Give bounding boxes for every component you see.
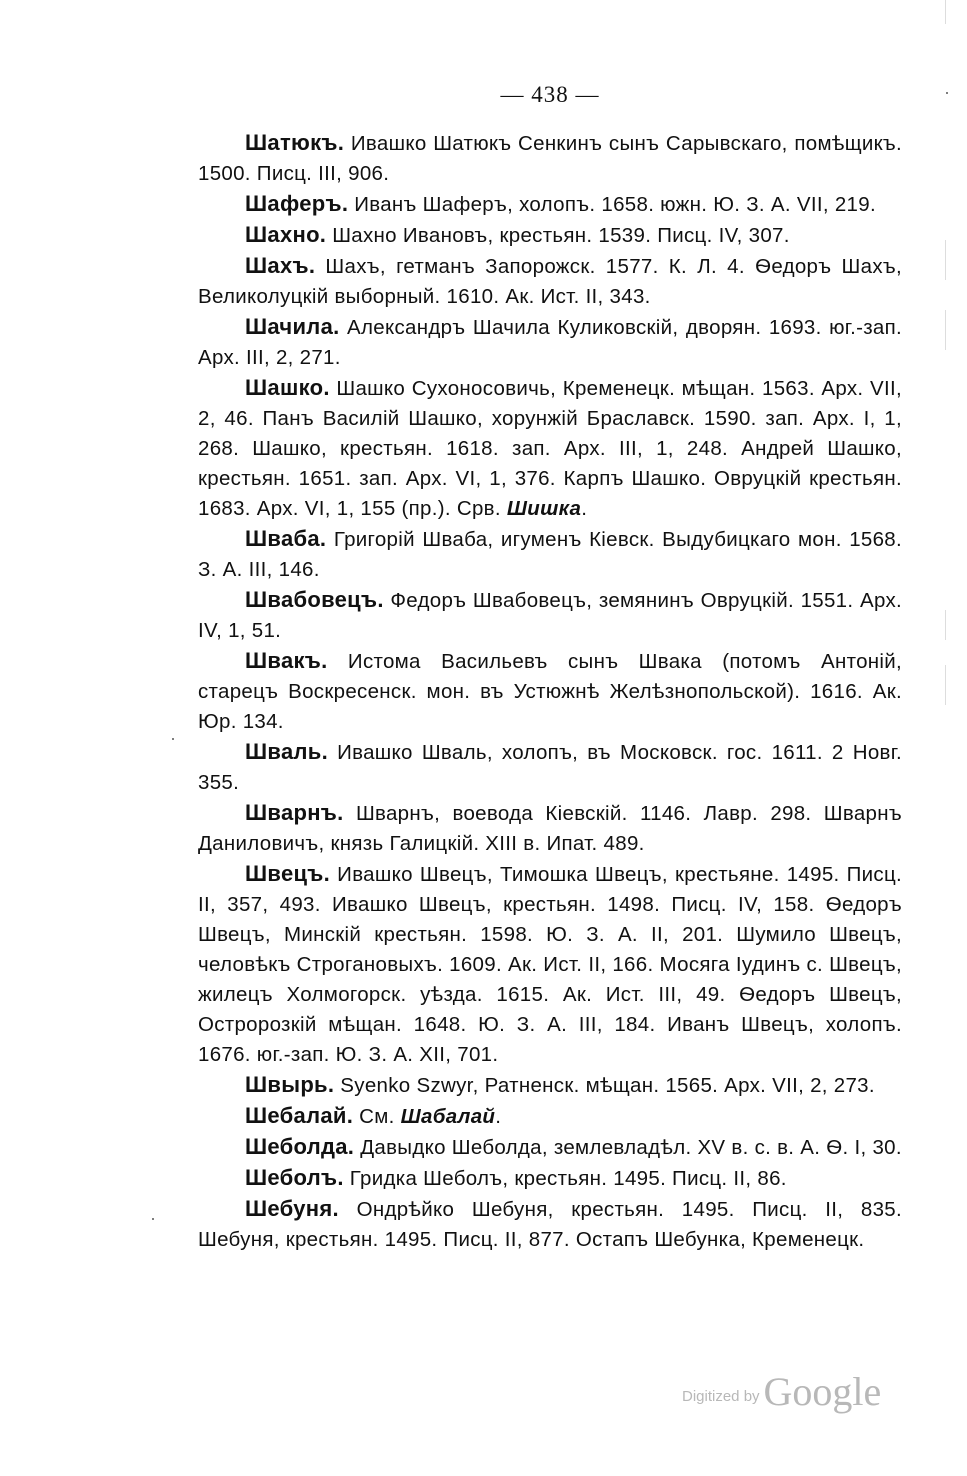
entry-body: Истома Васильевъ сынъ Швака (потомъ Антоній, старецъ Воскресенск. мон. въ Устюжнѣ Желѣзнопольской). 1616. Ак. Юр. 134.: [198, 650, 902, 733]
entry-body: Шахъ, гетманъ Запорожск. 1577. К. Л. 4. Ѳедоръ Шахъ, Великолуцкій выборный. 1610. Ак. Ист. II, 343.: [198, 255, 902, 308]
entry-headword: Шашко.: [245, 375, 330, 400]
watermark-brand: Google: [763, 1369, 882, 1414]
scan-margin-mark: [945, 665, 946, 705]
dictionary-entry: [198, 312, 902, 373]
entry-headword: Шахъ.: [245, 253, 316, 278]
entry-headword: Шебуня.: [245, 1196, 339, 1221]
dictionary-entry: [198, 128, 902, 189]
scan-speck: [152, 1218, 154, 1220]
page-number: — 438 —: [500, 82, 600, 107]
entry-tail: .: [495, 1105, 502, 1128]
dictionary-entry: [198, 189, 902, 220]
watermark-prefix: Digitized by: [682, 1388, 760, 1405]
entry-headword: Шеболда.: [245, 1134, 355, 1159]
entry-headword: Шеболъ.: [245, 1165, 344, 1190]
entry-headword: Швецъ.: [245, 861, 331, 886]
entry-headword: Шебалай.: [245, 1103, 354, 1128]
entry-body: Ондрѣйко Шебуня, крестьян. 1495. Писц. II, 835. Шебуня, крестьян. 1495. Писц. II, 877. Остапъ Шебунка, Кременецк.: [198, 1198, 902, 1251]
entry-body: Гридка Шеболъ, крестьян. 1495. Писц. II, 86.: [343, 1167, 787, 1190]
entry-body: См.: [353, 1105, 401, 1128]
entry-headword: Шачила.: [245, 314, 340, 339]
entry-body: Шварнъ, воевода Кіевскій. 1146. Лавр. 298. Шварнъ Даниловичъ, князь Галицкій. XIII в. Ипат. 489.: [198, 802, 902, 855]
dictionary-entry: [198, 251, 902, 312]
dictionary-entry: [198, 1101, 902, 1132]
dictionary-entry: [198, 524, 902, 585]
entry-body: Давыдко Шеболда, землевладѣл. XV в. с. в. А. Ѳ. I, 30.: [354, 1136, 902, 1159]
dictionary-entry: [198, 1070, 902, 1101]
scan-speck: [946, 92, 948, 94]
entry-tail: .: [581, 497, 588, 520]
entry-body: Ивашко Шваль, холопъ, въ Московск. гос. 1611. 2 Новг. 355.: [198, 741, 902, 794]
scan-margin-mark: [945, 240, 946, 280]
entry-body: Иванъ Шаферъ, холопъ. 1658. южн. Ю. З. А. VII, 219.: [348, 193, 876, 216]
scan-speck: [172, 738, 174, 740]
digitized-watermark: [682, 1368, 881, 1415]
dictionary-entry: [198, 1132, 902, 1163]
entry-headword: Шаферъ.: [245, 191, 349, 216]
entry-body: Григорій Шваба, игуменъ Кіевск. Выдубицкаго мон. 1568. З. А. III, 146.: [198, 528, 902, 581]
scan-margin-mark: [945, 310, 946, 350]
dictionary-entry: [198, 798, 902, 859]
entry-body: Александръ Шачила Куликовскій, дворян. 1693. юг.-зап. Арх. III, 2, 271.: [198, 316, 902, 369]
entry-body: Шахно Ивановъ, крестьян. 1539. Писц. IV, 307.: [326, 224, 790, 247]
dictionary-entry: [198, 646, 902, 737]
entry-body: Ивашко Швецъ, Тимошка Швецъ, крестьяне. 1495. Писц. II, 357, 493. Ивашко Швецъ, крестьян. 1498. Писц. IV, 158. Ѳедоръ Швецъ, Минскій крестьян. 1598. Ю. З. А. II, 201. Шумило Швецъ, человѣкъ Строгановыхъ. 1609. Ак. Ист. II, 166. Мосяга Іудинъ с. Швецъ, жилецъ Холмогорск. уѣзда. 1615. Ак. Ист. III, 49. Ѳедоръ Швецъ, Остророзкій мѣщан. 1648. Ю. З. А. III, 184. Иванъ Швецъ, холопъ. 1676. юг.-зап. Ю. З. А. XII, 701.: [198, 863, 902, 1066]
dictionary-entry: [198, 1194, 902, 1255]
dictionary-entry: [198, 737, 902, 798]
entry-headword: Шатюкъ.: [245, 130, 345, 155]
scan-margin-mark: [945, 0, 946, 24]
entry-headword: Шахно.: [245, 222, 327, 247]
entry-body: Федоръ Швабовецъ, земянинъ Овруцкій. 1551. Арх. IV, 1, 51.: [198, 589, 902, 642]
entry-body: Ивашко Шатюкъ Сенкинъ сынъ Сарывскаго, помѣщикъ. 1500. Писц. III, 906.: [198, 132, 902, 185]
scan-margin-mark: [945, 610, 946, 640]
entry-headword: Швырь.: [245, 1072, 335, 1097]
entry-headword: Швакъ.: [245, 648, 328, 673]
dictionary-entry: [198, 220, 902, 251]
entry-body: Шашко Сухоносовичь, Кременецк. мѣщан. 1563. Арх. VII, 2, 46. Панъ Василій Шашко, хорунжій Браславск. 1590. зап. Арх. I, 1, 268. Шашко, крестьян. 1618. зап. Арх. III, 1, 248. Андрей Шашко, крестьян. 1651. зап. Арх. VI, 1, 376. Карпъ Шашко. Овруцкій крестьян. 1683. Арх. VI, 1, 155 (пр.). Срв.: [198, 377, 902, 520]
dictionary-entry: [198, 859, 902, 1070]
entry-headword: Шварнъ.: [245, 800, 344, 825]
dictionary-text: [198, 128, 902, 1255]
entry-body: Syenko Szwyr, Ратненск. мѣщан. 1565. Арх. VII, 2, 273.: [334, 1074, 875, 1097]
entry-headword: Шваль.: [245, 739, 328, 764]
entry-cross-reference: Шишка: [506, 497, 582, 520]
entry-headword: Швабовецъ.: [245, 587, 384, 612]
entry-cross-reference: Шабалай: [400, 1105, 496, 1128]
dictionary-entry: [198, 373, 902, 524]
entry-headword: Шваба.: [245, 526, 327, 551]
dictionary-entry: [198, 1163, 902, 1194]
dictionary-entry: [198, 585, 902, 646]
